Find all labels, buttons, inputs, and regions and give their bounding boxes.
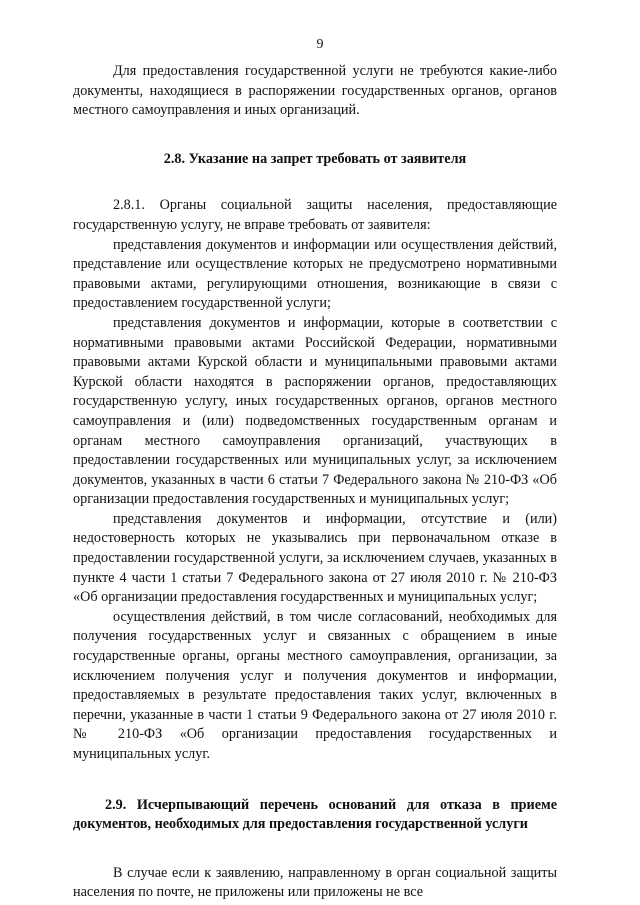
paragraph-2-8-1: 2.8.1. Органы социальной защиты населения, предоставляющие государственную услугу, не вправе требовать от заявителя: [73, 197, 557, 233]
section-heading-2-8: 2.8. Указание на запрет требовать от заявителя [163, 150, 467, 167]
paragraph-list-item-4: осуществления действий, в том числе согласований, необходимых для получения государственных услуг и связанных с обращением в иные государственные органы, органы местного самоуправления, организации, за исключением получения услуг и получения документов и информации, предоставляемых в результате предоставления таких услуг, включенных в перечни, указанные в части 1 статьи 9 Федерального закона от 27 июля 2010 г. № 210-ФЗ «Об организации предоставления государственных и муниципальных услуг. [73, 608, 557, 762]
paragraph-list-item-3: представления документов и информации, отсутствие и (или) недостоверность которых не указывались при первоначальном отказе в предоставлении государственной услуги, за исключением случаев, указанных в пункте 4 части 1 статьи 7 Федерального закона от 27 июля 2010 г. № 210-ФЗ «Об организации предоставления государственных и муниципальных услуг; [73, 510, 557, 606]
paragraph-2-9-start: В случае если к заявлению, направленному в орган социальной защиты населения по почте, не приложены или приложены не все [73, 864, 557, 901]
document-body [73, 62, 557, 903]
paragraph-no-documents-required: Для предоставления государственной услуги не требуются какие-либо документы, находящиеся в распоряжении государственных органов, органов местного самоуправления и иных организаций. [73, 63, 557, 119]
page-number: 9 [316, 37, 324, 52]
section-heading-2-9: 2.9. Исчерпывающий перечень оснований для отказа в приеме документов, необходимых для предоставления государственной услуги [73, 796, 557, 833]
paragraph-list-item-2: представления документов и информации, которые в соответствии с нормативными правовыми актами Российской Федерации, нормативными правовыми актами Курской области и муниципальными правовыми актами Курской области находятся в распоряжении органов, предоставляющих государственную услугу, иных государственных органов, органов местного самоуправления и (или) подведомственных государственным органам и органам местного самоуправления организаций, участвующих в предоставлении государственных или муниципальных услуг, за исключением документов, указанных в части 6 статьи 7 Федерального закона № 210-ФЗ «Об организации предоставления государственных и муниципальных услуг; [73, 314, 557, 508]
paragraph-list-item-1: представления документов и информации или осуществления действий, представление или осуществление которых не предусмотрено нормативными правовыми актами, регулирующими отношения, возникающие в связи с предоставлением государственной услуги; [73, 236, 557, 312]
